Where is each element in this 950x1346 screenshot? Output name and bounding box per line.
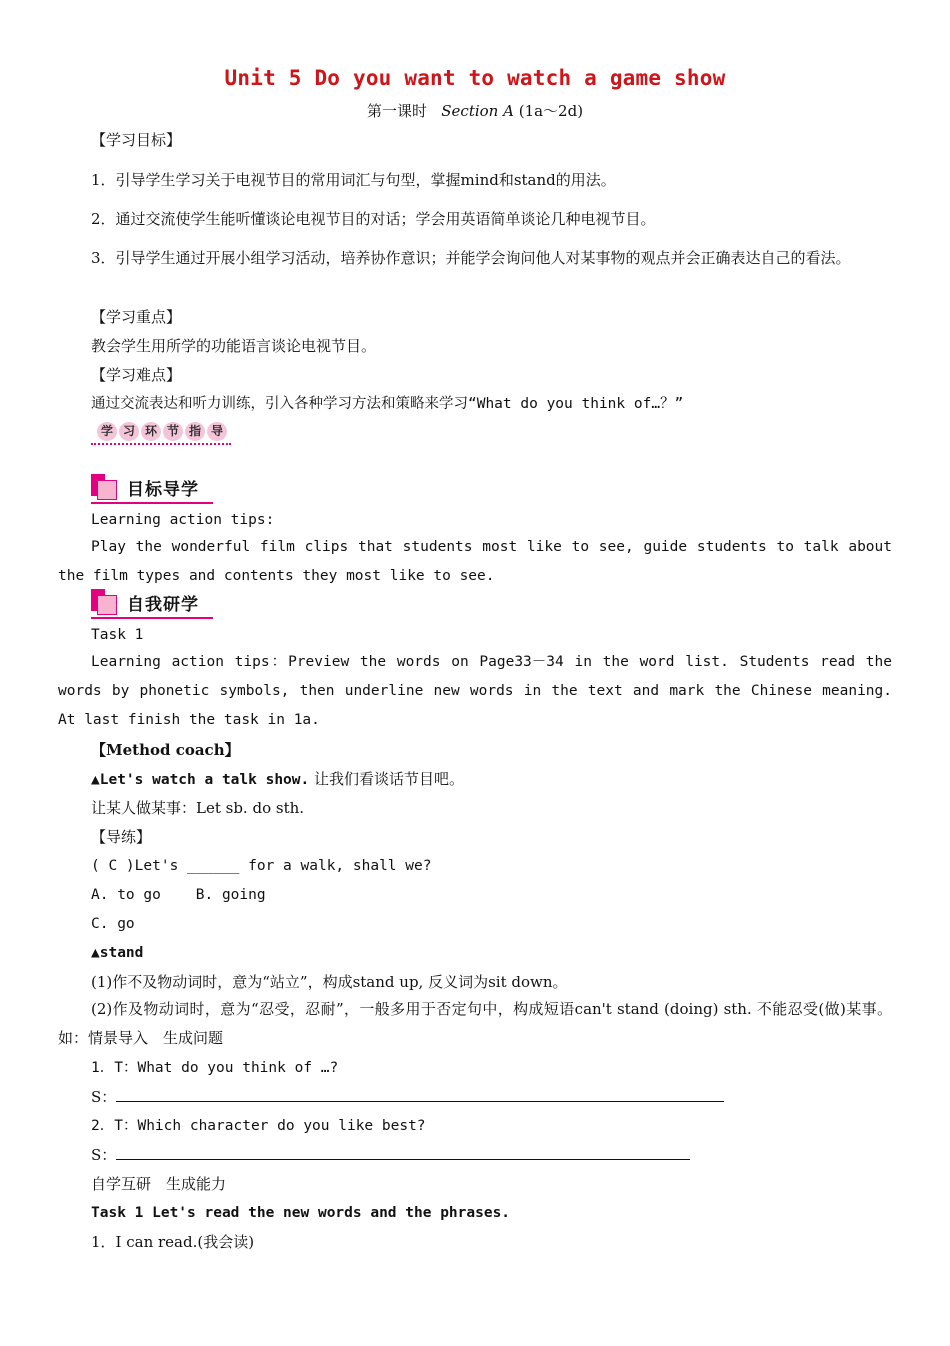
stamp-char: 指 [185, 422, 205, 441]
language-rule: 让某人做某事：Let sb. do sth. [91, 799, 305, 817]
objective-item: 2．通过交流使学生能听懂谈论电视节目的对话；学会用英语简单谈论几种电视节目。 [91, 210, 656, 228]
tips-paragraph: Learning action tips：Preview the words on Page33－34 in the word list. Students read the words by phonetic symbols, then underline new words in the text and mark the Chinese meaning. At last finish the task in 1a. [58, 654, 892, 728]
language-point: ▲Let's watch a talk show. 让我们看谈话节目吧。 [91, 770, 465, 788]
self-study-heading: 自学互研 生成能力 [91, 1175, 227, 1193]
stamp-char: 节 [163, 422, 183, 441]
subtitle-range: (1a～2d) [518, 102, 584, 120]
dialog-answer[interactable]: S： [91, 1144, 892, 1166]
task-label: Task 1 [91, 627, 144, 643]
difficulties-text: 通过交流表达和听力训练，引入各种学习方法和策略来学习“What do you think of…？” [91, 396, 684, 412]
dialog-question: 1．T：What do you think of …? [91, 1060, 339, 1076]
objectives-heading: 【学习目标】 [91, 131, 182, 149]
task-title: Task 1 Let's read the new words and the phrases. [91, 1205, 511, 1221]
objective-item-long: 3．引导学生通过开展小组学习活动，培养协作意识；并能学会询问他人对某事物的观点并会正确表达自己的看法。 [91, 249, 851, 267]
practice-options: A. to go B. going [91, 887, 266, 903]
subtitle-section: Section A [441, 102, 514, 120]
method-coach-heading: 【Method coach】 [91, 741, 240, 759]
task-item: 1．I can read.(我会读) [91, 1233, 255, 1251]
stamp-char: 导 [207, 422, 227, 441]
tips-paragraph: Play the wonderful film clips that students most like to see, guide students to talk about the film types and contents they most like to see. [58, 539, 892, 584]
banner-title: 目标导学 [127, 480, 199, 500]
answer-blank[interactable] [116, 1144, 690, 1160]
section-banner-goals [91, 474, 213, 504]
usage-note: (1)作不及物动词时，意为“站立”，构成stand up, 反义词为sit down。 [91, 973, 568, 991]
stamp-underline [91, 443, 231, 445]
banner-marker [97, 595, 117, 615]
practice-heading: 【导练】 [91, 828, 152, 846]
dialog-answer[interactable]: S： [91, 1086, 892, 1108]
usage-note-long: (2)作及物动词时，意为“忍受，忍耐”，一般多用于否定句中，构成短语can't stand (doing) sth. 不能忍受(做)某事。如：情景导入 生成问题 [58, 1000, 892, 1047]
answer-blank[interactable] [116, 1086, 724, 1102]
key-points-text: 教会学生用所学的功能语言谈论电视节目。 [91, 337, 377, 355]
key-points-heading: 【学习重点】 [91, 308, 182, 326]
practice-options: C. go [91, 916, 135, 932]
stamp-char: 环 [141, 422, 161, 441]
language-point: ▲stand [91, 945, 144, 961]
dialog-question: 2．T：Which character do you like best? [91, 1118, 426, 1134]
objective-item: 1．引导学生学习关于电视节目的常用词汇与句型，掌握mind和stand的用法。 [91, 171, 616, 189]
banner-underline [91, 502, 213, 504]
banner-title: 自我研学 [127, 595, 199, 615]
tips-label: Learning action tips: [91, 512, 275, 528]
page-subtitle [0, 100, 950, 121]
stamp-char: 学 [97, 422, 117, 441]
stamp-char: 习 [119, 422, 139, 441]
difficulties-heading: 【学习难点】 [91, 366, 182, 384]
banner-marker [97, 480, 117, 500]
subtitle-lesson: 第一课时 [366, 102, 427, 120]
study-guide-stamp [91, 419, 231, 445]
practice-question: ( C )Let's ______ for a walk, shall we? [91, 858, 432, 874]
banner-underline [91, 617, 213, 619]
page-title: Unit 5 Do you want to watch a game show [224, 66, 726, 90]
section-banner-self-study [91, 589, 213, 619]
